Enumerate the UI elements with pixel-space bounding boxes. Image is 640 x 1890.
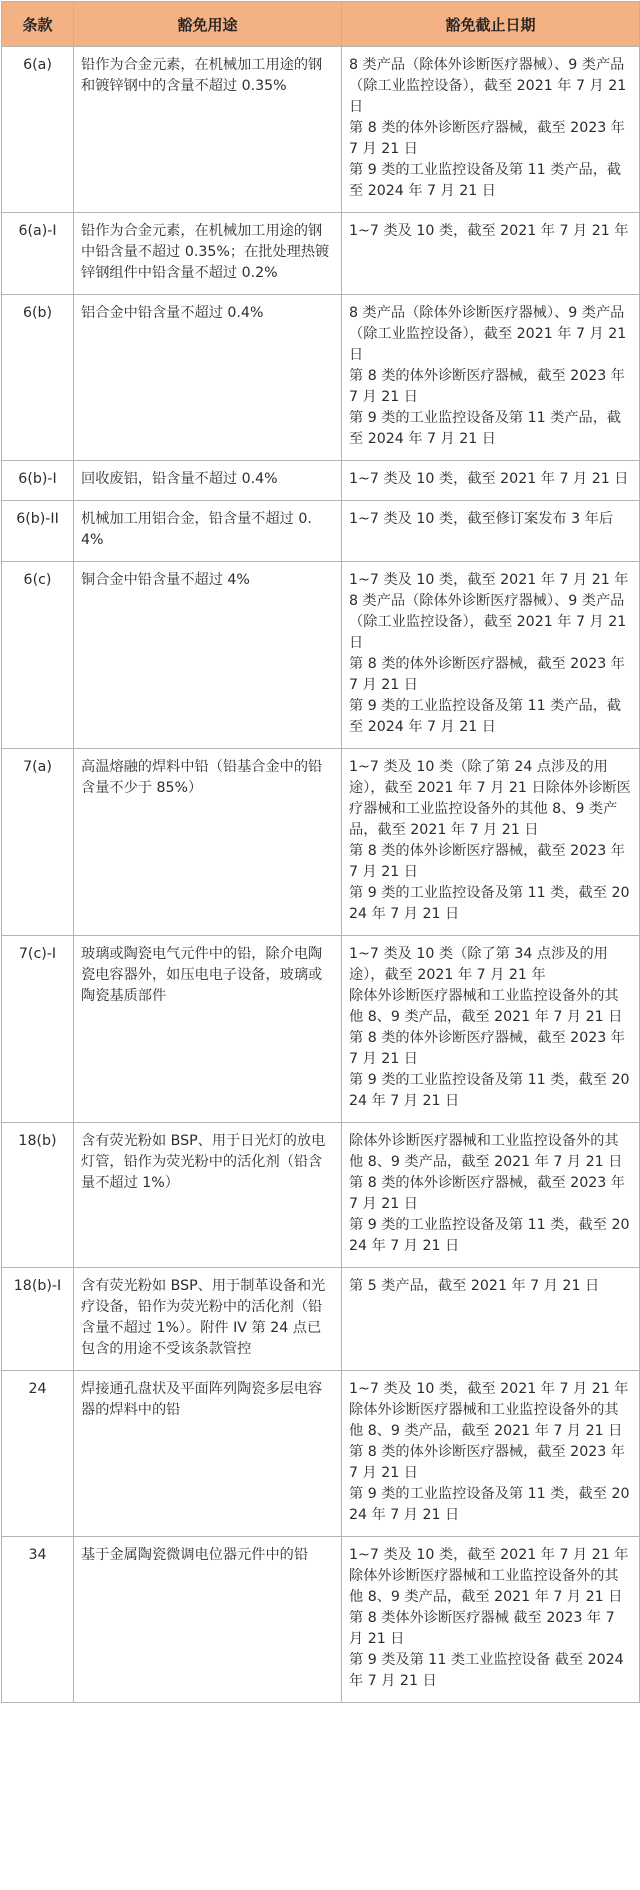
clause-cell: 34 — [2, 1537, 74, 1703]
expiry-line: 第 8 类的体外诊断医疗器械，截至 2023 年 7 月 21 日 — [349, 843, 625, 880]
table-row — [2, 295, 640, 461]
table-body — [2, 47, 640, 1703]
expiry-line: 1~7 类及 10 类，截至 2021 年 7 月 21 年 — [349, 1381, 629, 1397]
expiry-cell — [342, 562, 640, 749]
clause-cell: 7(a) — [2, 749, 74, 936]
expiry-line: 1~7 类及 10 类，截至 2021 年 7 月 21 年 — [349, 1547, 629, 1563]
expiry-cell — [342, 1268, 640, 1371]
use-cell: 高温熔融的焊料中铅（铅基合金中的铅含量不少于 85%） — [74, 749, 342, 936]
header-expiry: 豁免截止日期 — [342, 2, 640, 47]
table-row — [2, 461, 640, 501]
expiry-cell — [342, 1371, 640, 1537]
expiry-cell — [342, 47, 640, 213]
table-row — [2, 1371, 640, 1537]
expiry-line: 第 9 类的工业监控设备及第 11 类产品，截至 2024 年 7 月 21 日 — [349, 698, 622, 735]
clause-cell: 24 — [2, 1371, 74, 1537]
clause-cell: 18(b) — [2, 1123, 74, 1268]
use-cell: 含有荧光粉如 BSP、用于制革设备和光疗设备，铅作为荧光粉中的活化剂（铅含量不超过 1%）。附件 IV 第 24 点已包含的用途不受该条款管控 — [74, 1268, 342, 1371]
header-use: 豁免用途 — [74, 2, 342, 47]
table-row — [2, 501, 640, 562]
expiry-line: 8 类产品（除体外诊断医疗器械）、9 类产品（除工业监控设备），截至 2021 年 7 月 21 日 — [349, 57, 627, 115]
clause-cell: 6(c) — [2, 562, 74, 749]
expiry-line: 除体外诊断医疗器械和工业监控设备外的其他 8、9 类产品，截至 2021 年 7 月 21 日 — [349, 988, 623, 1025]
expiry-line: 第 9 类的工业监控设备及第 11 类，截至 2024 年 7 月 21 日 — [349, 885, 630, 922]
table-row — [2, 213, 640, 295]
expiry-line: 第 9 类的工业监控设备及第 11 类产品，截至 2024 年 7 月 21 日 — [349, 162, 622, 199]
table-row — [2, 1268, 640, 1371]
use-cell: 基于金属陶瓷微调电位器元件中的铅 — [74, 1537, 342, 1703]
expiry-line: 除体外诊断医疗器械和工业监控设备外的其他 8、9 类产品，截至 2021 年 7 月 21 日 — [349, 1402, 623, 1439]
exemption-table — [1, 1, 640, 1703]
expiry-line: 1~7 类及 10 类，截至 2021 年 7 月 21 日 — [349, 471, 629, 487]
expiry-line: 第 9 类的工业监控设备及第 11 类，截至 2024 年 7 月 21 日 — [349, 1217, 630, 1254]
use-cell: 机械加工用铝合金，铅含量不超过 0.4% — [74, 501, 342, 562]
clause-cell: 6(b)-I — [2, 461, 74, 501]
table-row — [2, 1123, 640, 1268]
expiry-cell — [342, 1537, 640, 1703]
use-cell: 焊接通孔盘状及平面阵列陶瓷多层电容器的焊料中的铅 — [74, 1371, 342, 1537]
clause-cell: 18(b)-I — [2, 1268, 74, 1371]
table-row — [2, 47, 640, 213]
table-row — [2, 562, 640, 749]
expiry-line: 除体外诊断医疗器械和工业监控设备外的其他 8、9 类产品，截至 2021 年 7 月 21 日 — [349, 1568, 623, 1605]
use-cell: 铅作为合金元素，在机械加工用途的钢中铅含量不超过 0.35%；在批处理热镀锌钢组件中铅含量不超过 0.2% — [74, 213, 342, 295]
expiry-line: 第 8 类的体外诊断医疗器械，截至 2023 年 7 月 21 日 — [349, 368, 625, 405]
expiry-line: 第 8 类的体外诊断医疗器械，截至 2023 年 7 月 21 日 — [349, 1175, 625, 1212]
expiry-line: 第 8 类的体外诊断医疗器械，截至 2023 年 7 月 21 日 — [349, 1030, 625, 1067]
clause-cell: 7(c)-I — [2, 936, 74, 1123]
expiry-line: 1~7 类及 10 类，截至 2021 年 7 月 21 年 — [349, 223, 629, 239]
expiry-cell — [342, 1123, 640, 1268]
clause-cell: 6(a)-I — [2, 213, 74, 295]
table-row — [2, 1537, 640, 1703]
expiry-line: 1~7 类及 10 类（除了第 34 点涉及的用途），截至 2021 年 7 月 21 年 — [349, 946, 608, 983]
use-cell: 含有荧光粉如 BSP、用于日光灯的放电灯管，铅作为荧光粉中的活化剂（铅含量不超过 1%） — [74, 1123, 342, 1268]
table-row — [2, 749, 640, 936]
use-cell: 铝合金中铅含量不超过 0.4% — [74, 295, 342, 461]
expiry-line: 第 5 类产品，截至 2021 年 7 月 21 日 — [349, 1278, 600, 1294]
table-row — [2, 936, 640, 1123]
expiry-cell — [342, 936, 640, 1123]
expiry-cell — [342, 213, 640, 295]
use-cell: 铜合金中铅含量不超过 4% — [74, 562, 342, 749]
expiry-line: 第 8 类的体外诊断医疗器械，截至 2023 年 7 月 21 日 — [349, 1444, 625, 1481]
expiry-line: 第 9 类的工业监控设备及第 11 类，截至 2024 年 7 月 21 日 — [349, 1486, 630, 1523]
clause-cell: 6(b)-II — [2, 501, 74, 562]
expiry-line: 1~7 类及 10 类（除了第 24 点涉及的用途），截至 2021 年 7 月 21 日除体外诊断医疗器械和工业监控设备外的其他 8、9 类产品，截至 2021 年 7 月 21 日 — [349, 759, 631, 838]
use-cell: 铅作为合金元素，在机械加工用途的钢和镀锌钢中的含量不超过 0.35% — [74, 47, 342, 213]
header-row — [2, 2, 640, 47]
expiry-line: 第 9 类及第 11 类工业监控设备 截至 2024 年 7 月 21 日 — [349, 1652, 624, 1689]
expiry-line: 除体外诊断医疗器械和工业监控设备外的其他 8、9 类产品，截至 2021 年 7 月 21 日 — [349, 1133, 623, 1170]
expiry-line: 8 类产品（除体外诊断医疗器械）、9 类产品（除工业监控设备），截至 2021 年 7 月 21 日 — [349, 305, 627, 363]
use-cell: 回收废铝，铅含量不超过 0.4% — [74, 461, 342, 501]
expiry-line: 第 8 类的体外诊断医疗器械，截至 2023 年 7 月 21 日 — [349, 656, 625, 693]
expiry-line: 第 9 类的工业监控设备及第 11 类产品，截至 2024 年 7 月 21 日 — [349, 410, 622, 447]
expiry-line: 第 8 类的体外诊断医疗器械，截至 2023 年 7 月 21 日 — [349, 120, 625, 157]
expiry-line: 第 8 类体外诊断医疗器械 截至 2023 年 7 月 21 日 — [349, 1610, 615, 1647]
clause-cell: 6(a) — [2, 47, 74, 213]
expiry-line: 8 类产品（除体外诊断医疗器械）、9 类产品（除工业监控设备），截至 2021 年 7 月 21 日 — [349, 593, 627, 651]
header-clause: 条款 — [2, 2, 74, 47]
expiry-cell — [342, 749, 640, 936]
expiry-cell — [342, 461, 640, 501]
expiry-cell — [342, 501, 640, 562]
expiry-line: 1~7 类及 10 类，截至 2021 年 7 月 21 年 — [349, 572, 629, 588]
clause-cell: 6(b) — [2, 295, 74, 461]
expiry-line: 第 9 类的工业监控设备及第 11 类，截至 2024 年 7 月 21 日 — [349, 1072, 630, 1109]
use-cell: 玻璃或陶瓷电气元件中的铅，除介电陶瓷电容器外，如压电电子设备，玻璃或陶瓷基质部件 — [74, 936, 342, 1123]
expiry-cell — [342, 295, 640, 461]
expiry-line: 1~7 类及 10 类，截至修订案发布 3 年后 — [349, 511, 614, 527]
